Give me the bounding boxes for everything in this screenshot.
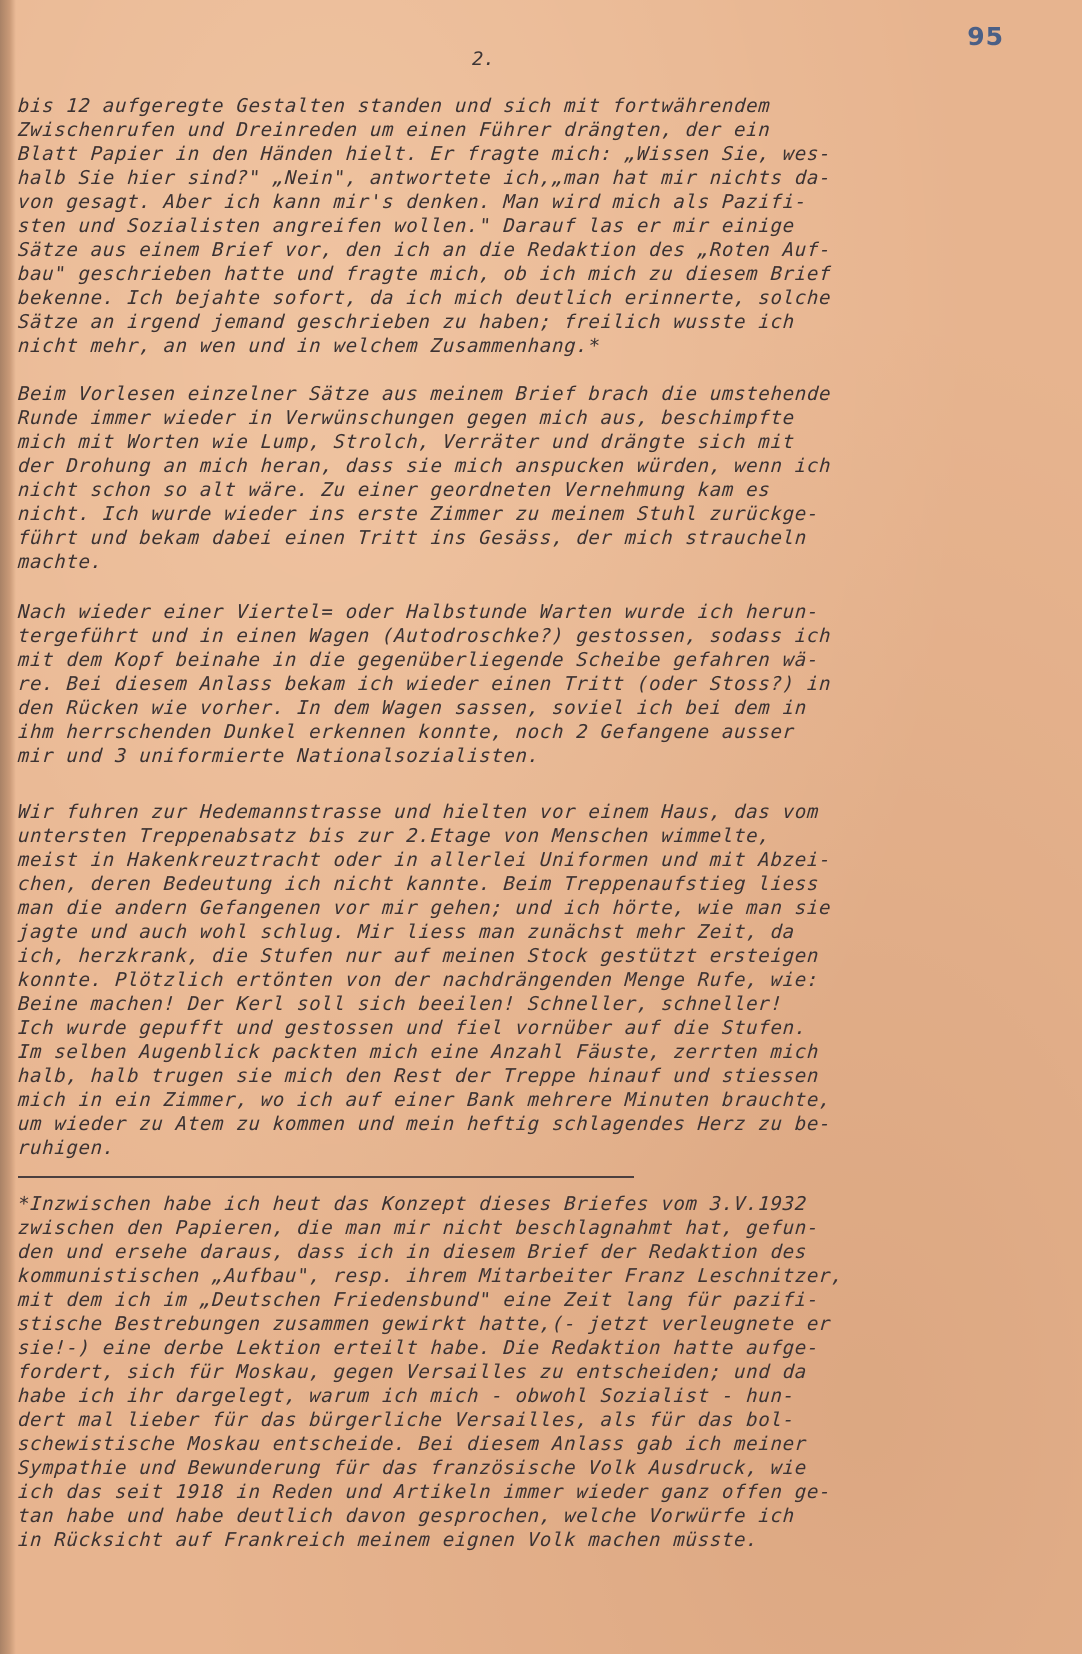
text-line: von gesagt. Aber ich kann mir's denken. Man wird mich als Pazifi- xyxy=(17,191,808,213)
text-line: ich, herzkrank, die Stufen nur auf meinen Stock gestützt ersteigen xyxy=(17,945,820,967)
sheet-number: 2. xyxy=(472,48,495,70)
footnote-line: stische Bestrebungen zusammen gewirkt hatte,(- jetzt verleugnete er xyxy=(17,1313,833,1335)
text-line: Beim Vorlesen einzelner Sätze aus meinem Brief brach die umstehende xyxy=(17,383,833,405)
text-line: konnte. Plötzlich ertönten von der nachdrängenden Menge Rufe, wie: xyxy=(17,969,820,991)
page-binding-edge xyxy=(0,0,16,1654)
text-line: der Drohung an mich heran, dass sie mich anspucken würden, wenn ich xyxy=(17,455,833,477)
footnote-line: Sympathie und Bewunderung für das französische Volk Ausdruck, wie xyxy=(17,1457,808,1479)
text-line: Sätze aus einem Brief vor, den ich an die Redaktion des „Roten Auf- xyxy=(17,239,833,261)
footnote-line: schewistische Moskau entscheide. Bei diesem Anlass gab ich meiner xyxy=(17,1433,808,1455)
text-line: jagte und auch wohl schlug. Mir liess man zunächst mehr Zeit, da xyxy=(17,921,796,943)
text-line: Zwischenrufen und Dreinreden um einen Führer drängten, der ein xyxy=(17,119,772,141)
text-line: man die andern Gefangenen vor mir gehen; und ich hörte, wie man sie xyxy=(17,897,833,919)
text-line: Runde immer wieder in Verwünschungen gegen mich aus, beschimpfte xyxy=(17,407,796,429)
text-line: untersten Treppenabsatz bis zur 2.Etage von Menschen wimmelte, xyxy=(17,825,772,847)
text-line: machte. xyxy=(17,551,104,573)
text-line: Blatt Papier in den Händen hielt. Er fragte mich: „Wissen Sie, wes- xyxy=(17,143,833,165)
footnote-line: in Rücksicht auf Frankreich meinem eignen Volk machen müsste. xyxy=(17,1529,760,1551)
text-line: re. Bei diesem Anlass bekam ich wieder einen Tritt (oder Stoss?) in xyxy=(17,673,833,695)
text-line: mich in ein Zimmer, wo ich auf einer Bank mehrere Minuten brauchte, xyxy=(17,1089,833,1111)
footnote-line: kommunistischen „Aufbau", resp. ihrem Mitarbeiter Franz Leschnitzer, xyxy=(17,1265,845,1287)
footnote-line: dert mal lieber für das bürgerliche Versailles, als für das bol- xyxy=(17,1409,796,1431)
footnote-divider xyxy=(18,1176,634,1178)
footnote-line: fordert, sich für Moskau, gegen Versailles zu entscheiden; und da xyxy=(17,1361,808,1383)
text-line: mir und 3 uniformierte Nationalsozialisten. xyxy=(17,745,541,767)
text-line: halb Sie hier sind?" „Nein", antwortete ich,„man hat mir nichts da- xyxy=(17,167,833,189)
text-line: nicht mehr, an wen und in welchem Zusammenhang.* xyxy=(17,335,602,357)
text-line: ihm herrschenden Dunkel erkennen konnte, noch 2 Gefangene ausser xyxy=(17,721,796,743)
text-line: mich mit Worten wie Lump, Strolch, Verräter und drängte sich mit xyxy=(17,431,796,453)
text-line: mit dem Kopf beinahe in die gegenüberliegende Scheibe gefahren wä- xyxy=(17,649,820,671)
footnote-line: den und ersehe daraus, dass ich in diesem Brief der Redaktion des xyxy=(17,1241,808,1263)
text-line: tergeführt und in einen Wagen (Autodroschke?) gestossen, sodass ich xyxy=(17,625,833,647)
text-line: den Rücken wie vorher. In dem Wagen sassen, soviel ich bei dem in xyxy=(17,697,808,719)
footnote-line: ich das seit 1918 in Reden und Artikeln immer wieder ganz offen ge- xyxy=(17,1481,833,1503)
text-line: ruhigen. xyxy=(17,1137,116,1159)
text-line: bis 12 aufgeregte Gestalten standen und sich mit fortwährendem xyxy=(17,95,772,117)
text-line: Nach wieder einer Viertel= oder Halbstunde Warten wurde ich herun- xyxy=(17,601,820,623)
text-line: Ich wurde gepufft und gestossen und fiel vornüber auf die Stufen. xyxy=(17,1017,808,1039)
text-line: bekenne. Ich bejahte sofort, da ich mich deutlich erinnerte, solche xyxy=(17,287,833,309)
text-line: bau" geschrieben hatte und fragte mich, ob ich mich zu diesem Brief xyxy=(17,263,833,285)
footnote-line: zwischen den Papieren, die man mir nicht beschlagnahmt hat, gefun- xyxy=(17,1217,820,1239)
footnote-line: *Inzwischen habe ich heut das Konzept dieses Briefes vom 3.V.1932 xyxy=(17,1193,808,1215)
text-line: führt und bekam dabei einen Tritt ins Gesäss, der mich straucheln xyxy=(17,527,808,549)
footnote-line: habe ich ihr dargelegt, warum ich mich - obwohl Sozialist - hun- xyxy=(17,1385,796,1407)
footnote-line: mit dem ich im „Deutschen Friedensbund" eine Zeit lang für pazifi- xyxy=(17,1289,820,1311)
text-line: meist in Hakenkreuztracht oder in allerlei Uniformen und mit Abzei- xyxy=(17,849,833,871)
text-line: Im selben Augenblick packten mich eine Anzahl Fäuste, zerrten mich xyxy=(17,1041,820,1063)
page-number-stamp: 95 xyxy=(967,22,1004,51)
footnote-line: tan habe und habe deutlich davon gesprochen, welche Vorwürfe ich xyxy=(17,1505,796,1527)
text-line: sten und Sozialisten angreifen wollen." Darauf las er mir einige xyxy=(17,215,796,237)
text-line: chen, deren Bedeutung ich nicht kannte. Beim Treppenaufstieg liess xyxy=(17,873,820,895)
text-line: Wir fuhren zur Hedemannstrasse und hielten vor einem Haus, das vom xyxy=(17,801,820,823)
text-line: nicht schon so alt wäre. Zu einer geordneten Vernehmung kam es xyxy=(17,479,772,501)
text-line: halb, halb trugen sie mich den Rest der Treppe hinauf und stiessen xyxy=(17,1065,820,1087)
footnote-line: sie!-) eine derbe Lektion erteilt habe. Die Redaktion hatte aufge- xyxy=(17,1337,820,1359)
text-line: nicht. Ich wurde wieder ins erste Zimmer zu meinem Stuhl zurückge- xyxy=(17,503,820,525)
text-line: Sätze an irgend jemand geschrieben zu haben; freilich wusste ich xyxy=(17,311,796,333)
text-line: Beine machen! Der Kerl soll sich beeilen! Schneller, schneller! xyxy=(17,993,784,1015)
text-line: um wieder zu Atem zu kommen und mein heftig schlagendes Herz zu be- xyxy=(17,1113,833,1135)
